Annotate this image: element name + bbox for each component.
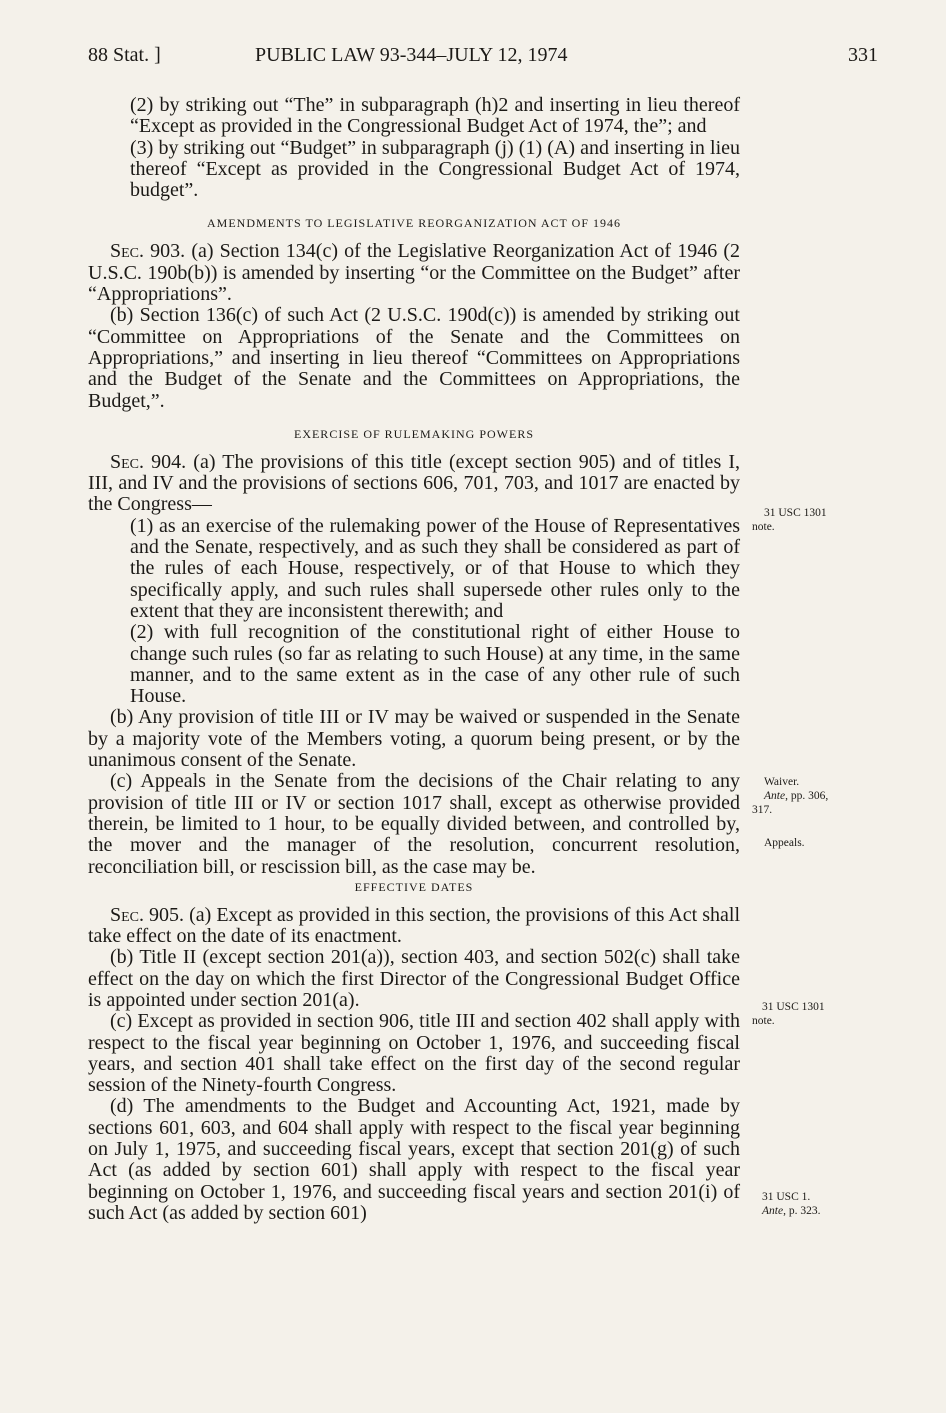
page-title: PUBLIC LAW 93-344–JULY 12, 1974 — [255, 44, 568, 66]
margin-note-ante-ref-2 — [752, 1204, 820, 1218]
section-903-a — [88, 241, 740, 305]
section-903-label: Sec. 903. — [110, 240, 186, 263]
ante-pages: , pp. 306, — [785, 790, 829, 802]
margin-note-appeals — [752, 836, 805, 850]
margin-note-line: 317. — [752, 804, 773, 816]
margin-note-waiver-label: Waiver. — [764, 776, 800, 788]
margin-note-31-usc-1301-b — [752, 1000, 825, 1028]
section-905-c: (c) Except as provided in section 906, title III and section 402 shall apply with respect to the fiscal year beginning on October 1, 1976, and succeeding fiscal years, and section 401 shall take effect on the first day of the second regular session of the Ninety-fourth Congress. — [88, 1010, 740, 1097]
section-904-a — [88, 452, 740, 516]
ante-italic: Ante — [764, 790, 786, 802]
paragraph-3: (3) by striking out “Budget” in subparagraph (j) (1) (A) and inserting in lieu thereof “Except as provided in the Congressional Budget Act of 1974, budget”. — [130, 136, 740, 202]
margin-note-31-usc-1301 — [752, 506, 827, 534]
margin-note-line: 31 USC 1301 — [764, 507, 827, 519]
section-903-b: (b) Section 136(c) of such Act (2 U.S.C. 190d(c)) is amended by striking out “Committee on Appropriations of the Senate and the Committees on Appropriations,” and inserting in lieu thereof “Committees on Appropriations and the Budget of the Senate and the Committees on Appropriations, the Budget,”. — [88, 304, 740, 412]
paragraph-2-wrap — [88, 95, 740, 201]
section-904-c: (c) Appeals in the Senate from the decisions of the Chair relating to any provision of title III or IV or section 1017 shall, except as otherwise provided therein, be limited to 1 hour, to be equally divided between, and controlled by, the mover and the manager of the resolution, concurrent resolution, reconciliation bill, or rescission bill, as the case may be. — [88, 770, 740, 878]
section-905-a-text: (a) Except as provided in this section, the provisions of this Act shall take effect on the date of its enactment. — [88, 903, 741, 948]
margin-note-line: note. — [752, 521, 775, 533]
ante-pages: , p. 323. — [783, 1205, 821, 1217]
section-904-label: Sec. 904. — [110, 450, 187, 473]
ante-italic: Ante — [762, 1205, 784, 1217]
section-905-b: (b) Title II (except section 201(a)), section 403, and section 502(c) shall take effect on the day on which the first Director of the Congressional Budget Office is appointed under section 201(a). — [88, 946, 740, 1011]
margin-note-line: note. — [752, 1015, 775, 1027]
heading-effective-dates: EFFECTIVE DATES — [354, 879, 474, 894]
section-904-a-text: (a) The provisions of this title (except section 905) and of titles I, III, and IV and the provisions of sections 606, 701, 703, and 1017 are enacted by the Congress— — [88, 450, 741, 516]
statute-citation: 88 Stat. ] — [88, 44, 161, 66]
section-903-a-text: (a) Section 134(c) of the Legislative Reorganization Act of 1946 (2 U.S.C. 190b(b)) is amended by inserting “or the Committee on the Budget” after “Appropriations”. — [88, 240, 741, 306]
main-text-column — [88, 95, 740, 1224]
heading-rulemaking: EXERCISE OF RULEMAKING POWERS — [293, 426, 534, 441]
paragraph-2: (2) by striking out “The” in subparagraph (h)2 and inserting in lieu thereof “Except as provided in the Congressional Budget Act of 1974, the”; and — [130, 94, 740, 138]
section-905-label: Sec. 905. — [110, 903, 185, 926]
section-904-a-1: (1) as an exercise of the rulemaking power of the House of Representatives and the Senate, respectively, and as such they shall be considered as part of the rules of each House, respectively, or of that House to which they specifically apply, and such rules shall supersede other rules only to the extent that they are inconsistent therewith; and — [130, 514, 740, 622]
page-number: 331 — [848, 44, 878, 66]
margin-note-line: 31 USC 1301 — [762, 1001, 825, 1013]
margin-note-31-usc-1 — [752, 1190, 820, 1218]
margin-note-appeals-label: Appeals. — [764, 837, 805, 849]
section-904-items — [88, 516, 740, 708]
margin-note-line: 31 USC 1. — [762, 1191, 811, 1203]
section-905-d: (d) The amendments to the Budget and Accounting Act, 1921, made by sections 601, 603, and 604 shall apply with respect to the fiscal year beginning on July 1, 1975, and succeeding fiscal years, except that section 201(g) of such Act (as added by section 601) shall apply with respect to the fiscal year beginning on October 1, 1976, and succeeding fiscal years and section 201(i) of such Act (as added by section 601) — [88, 1095, 740, 1224]
section-904-a-2: (2) with full recognition of the constitutional right of either House to change such rules (so far as relating to such House) at any time, in the same manner, and to the same extent as in the case of any other rule of such House. — [130, 621, 740, 708]
section-904-b: (b) Any provision of title III or IV may be waived or suspended in the Senate by a majority vote of the Members voting, a quorum being present, or by the unanimous consent of the Senate. — [88, 706, 740, 772]
margin-note-waiver — [752, 775, 828, 817]
section-905-a — [88, 905, 740, 948]
margin-note-ante-ref — [752, 789, 828, 803]
heading-amendments: AMENDMENTS TO LEGISLATIVE REORGANIZATION ACT OF 1946 — [207, 216, 621, 231]
